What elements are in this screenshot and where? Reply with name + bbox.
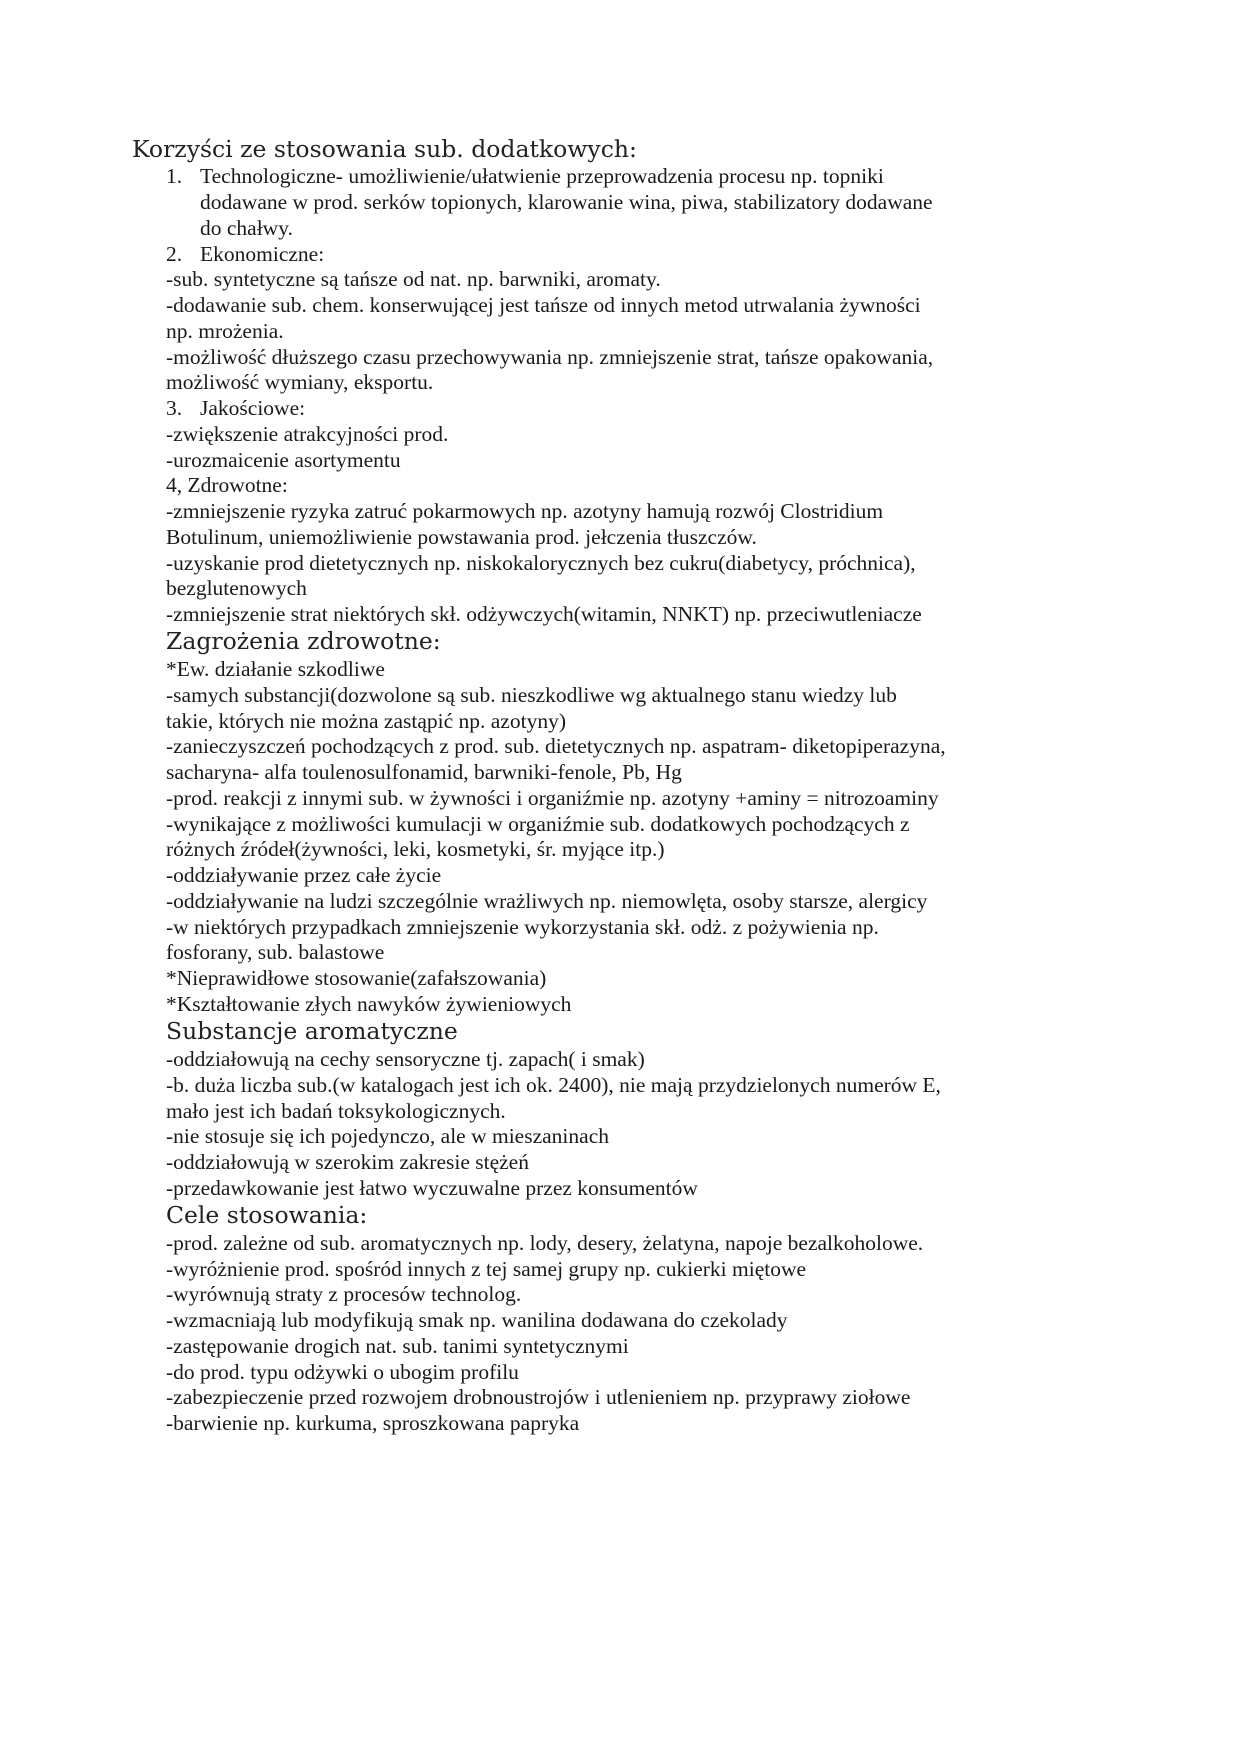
text-line: -barwienie np. kurkuma, sproszkowana papryka: [166, 1411, 580, 1435]
text-line: -dodawanie sub. chem. konserwującej jest tańsze od innych metod utrwalania żywności: [166, 293, 921, 317]
text-line: -do prod. typu odżywki o ubogim profilu: [166, 1360, 519, 1384]
text-line: -zabezpieczenie przed rozwojem drobnoustrojów i utlenieniem np. przyprawy ziołowe: [166, 1385, 911, 1409]
list-item-1-line-3: do chałwy.: [200, 216, 293, 240]
list-number-2: 2.: [166, 242, 183, 266]
text-line: sacharyna- alfa toulenosulfonamid, barwniki-fenole, Pb, Hg: [166, 760, 682, 784]
heading-health-threats: Zagrożenia zdrowotne:: [166, 627, 441, 655]
heading-aromatic-substances: Substancje aromatyczne: [166, 1017, 458, 1045]
text-line: *Nieprawidłowe stosowanie(zafałszowania): [166, 966, 547, 990]
list-item-3-line-1: Jakościowe:: [200, 396, 306, 420]
text-line: -wynikające z możliwości kumulacji w organiźmie sub. dodatkowych pochodzących z: [166, 812, 910, 836]
text-line: -zwiększenie atrakcyjności prod.: [166, 422, 449, 446]
text-line: *Kształtowanie złych nawyków żywieniowych: [166, 992, 572, 1016]
text-line: -sub. syntetyczne są tańsze od nat. np. barwniki, aromaty.: [166, 267, 661, 291]
text-line: -możliwość dłuższego czasu przechowywania np. zmniejszenie strat, tańsze opakowania,: [166, 345, 934, 369]
text-line: -zanieczyszczeń pochodzących z prod. sub. dietetycznych np. aspatram- diketopiperazyna,: [166, 734, 946, 758]
text-line: Botulinum, uniemożliwienie powstawania prod. jełczenia tłuszczów.: [166, 525, 757, 549]
text-line: -przedawkowanie jest łatwo wyczuwalne przez konsumentów: [166, 1176, 698, 1200]
text-line: -prod. zależne od sub. aromatycznych np. lody, desery, żelatyna, napoje bezalkoholowe.: [166, 1231, 924, 1255]
list-number-3: 3.: [166, 396, 183, 420]
text-line: 4, Zdrowotne:: [166, 473, 288, 497]
text-line: -wyrównują straty z procesów technolog.: [166, 1282, 522, 1306]
text-line: -oddziałowują w szerokim zakresie stężeń: [166, 1150, 529, 1174]
text-line: bezglutenowych: [166, 576, 307, 600]
text-line: -zmniejszenie ryzyka zatruć pokarmowych np. azotyny hamują rozwój Clostridium: [166, 499, 884, 523]
text-line: -samych substancji(dozwolone są sub. nieszkodliwe wg aktualnego stanu wiedzy lub: [166, 683, 897, 707]
text-line: mało jest ich badań toksykologicznych.: [166, 1099, 506, 1123]
text-line: takie, których nie można zastąpić np. azotyny): [166, 709, 566, 733]
heading-application-goals: Cele stosowania:: [166, 1201, 368, 1229]
text-line: -uzyskanie prod dietetycznych np. niskokalorycznych bez cukru(diabetycy, próchnica),: [166, 551, 916, 575]
text-line: -wyróżnienie prod. spośród innych z tej samej grupy np. cukierki miętowe: [166, 1257, 807, 1281]
text-line: -zmniejszenie strat niektórych skł. odżywczych(witamin, NNKT) np. przeciwutleniacze: [166, 602, 922, 626]
list-number-1: 1.: [166, 164, 183, 188]
text-line: -wzmacniają lub modyfikują smak np. wanilina dodawana do czekolady: [166, 1308, 788, 1332]
text-line: *Ew. działanie szkodliwe: [166, 657, 385, 681]
text-line: możliwość wymiany, eksportu.: [166, 370, 434, 394]
text-line: np. mrożenia.: [166, 319, 284, 343]
text-line: fosforany, sub. balastowe: [166, 940, 385, 964]
list-item-2-line-1: Ekonomiczne:: [200, 242, 325, 266]
heading-benefits: Korzyści ze stosowania sub. dodatkowych:: [132, 135, 637, 163]
list-item-1-line-2: dodawane w prod. serków topionych, klarowanie wina, piwa, stabilizatory dodawane: [200, 190, 933, 214]
text-line: -oddziałowują na cechy sensoryczne tj. zapach( i smak): [166, 1047, 645, 1071]
list-item-1-line-1: Technologiczne- umożliwienie/ułatwienie przeprowadzenia procesu np. topniki: [200, 164, 884, 188]
text-line: -b. duża liczba sub.(w katalogach jest ich ok. 2400), nie mają przydzielonych numerów E,: [166, 1073, 941, 1097]
text-line: -w niektórych przypadkach zmniejszenie wykorzystania skł. odż. z pożywienia np.: [166, 915, 879, 939]
text-line: -zastępowanie drogich nat. sub. tanimi syntetycznymi: [166, 1334, 629, 1358]
text-line: -oddziaływanie na ludzi szczególnie wrażliwych np. niemowlęta, osoby starsze, alergicy: [166, 889, 928, 913]
text-line: -urozmaicenie asortymentu: [166, 448, 401, 472]
text-line: -prod. reakcji z innymi sub. w żywności i organiźmie np. azotyny +aminy = nitrozoaminy: [166, 786, 939, 810]
text-line: -oddziaływanie przez całe życie: [166, 863, 442, 887]
text-line: różnych źródeł(żywności, leki, kosmetyki, śr. myjące itp.): [166, 837, 665, 861]
text-line: -nie stosuje się ich pojedynczo, ale w mieszaninach: [166, 1124, 609, 1148]
